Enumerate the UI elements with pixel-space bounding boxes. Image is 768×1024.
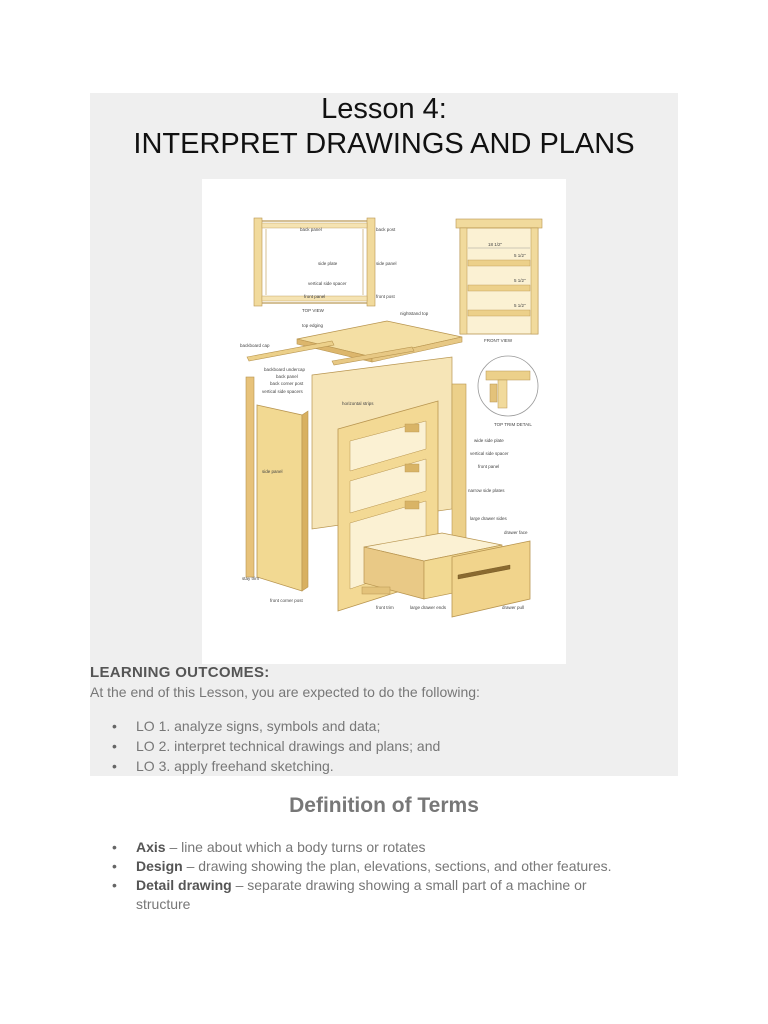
left-side-panel: [242, 377, 308, 603]
label-vertical-side-spacer: vertical side spacer: [470, 451, 509, 456]
learning-outcomes-list: [112, 716, 440, 776]
label-front-post-top: front post: [376, 294, 395, 299]
definition-text: – drawing showing the plan, elevations, sections, and other features.: [182, 858, 612, 874]
learning-outcomes-heading: LEARNING OUTCOMES:: [90, 664, 270, 681]
list-item: • LO 3. apply freehand sketching.: [112, 756, 440, 776]
label-dim-2: 5 1/2": [514, 278, 526, 283]
label-back-post: back post: [376, 227, 396, 232]
definition-item: [112, 838, 642, 857]
label-side-panel: side panel: [262, 469, 283, 474]
label-vertical-side-spacer-top: vertical side spacer: [308, 281, 347, 286]
label-horizontal-strips: horizontal strips: [342, 401, 374, 406]
label-large-drawer-ends: large drawer ends: [410, 605, 447, 610]
label-side-panel-top: side panel: [376, 261, 397, 266]
label-front-panel-top: front panel: [304, 294, 326, 299]
top-view: [254, 218, 397, 313]
label-backboard-cap: backboard cap: [240, 343, 270, 348]
label-large-drawer-sides: large drawer sides: [470, 516, 507, 521]
definitions-list: [112, 838, 642, 914]
label-front-view: FRONT VIEW: [484, 338, 513, 343]
definition-text: – separate drawing showing a small part of a machine or structure: [136, 877, 587, 912]
label-back-panel: back panel: [300, 227, 322, 232]
label-drawer-pull: drawer pull: [502, 605, 525, 610]
label-back-panel-mid: back panel: [276, 374, 298, 379]
label-stay-trim: stay trim: [242, 576, 260, 581]
definition-item: [112, 857, 642, 876]
list-item: • LO 1. analyze signs, symbols and data;: [112, 716, 440, 736]
label-top-edging: top edging: [302, 323, 324, 328]
lesson-number-title: Lesson 4:: [321, 93, 447, 125]
top-trim-detail: [478, 356, 538, 427]
label-top-trim-detail: TOP TRIM DETAIL: [494, 422, 532, 427]
label-wide-side-plate: wide side plate: [474, 438, 504, 443]
list-item: • LO 2. interpret technical drawings and plans; and: [112, 736, 440, 756]
nightstand-exploded-drawing: [202, 179, 566, 664]
label-front-panel: front panel: [478, 464, 500, 469]
nightstand-top-part: [240, 311, 462, 365]
label-drawer-face: drawer face: [504, 530, 528, 535]
label-backboard-undercap: backboard undercap: [264, 367, 306, 372]
learning-outcomes-intro: At the end of this Lesson, you are expected to do the following:: [90, 684, 480, 700]
definition-term: Axis: [136, 839, 166, 855]
label-side-plate: side plate: [318, 261, 338, 266]
label-top-view: TOP VIEW: [302, 308, 324, 313]
definition-item: [112, 876, 642, 914]
label-dim-1: 5 1/2": [514, 253, 526, 258]
label-narrow-side-plates: narrow side plates: [468, 488, 505, 493]
definition-term: Detail drawing: [136, 877, 232, 893]
label-front-corner-post: front corner post: [270, 598, 303, 603]
definition-term: Design: [136, 858, 183, 874]
lesson-title: INTERPRET DRAWINGS AND PLANS: [133, 128, 635, 160]
front-view: [456, 219, 542, 343]
drawing-svg: [202, 179, 566, 664]
definitions-heading: Definition of Terms: [289, 794, 479, 817]
label-dim-width: 18 1/2": [488, 242, 503, 247]
label-nightstand-top: nightstand top: [400, 311, 429, 316]
label-front-trim: front trim: [376, 605, 394, 610]
label-back-corner-post: back corner post: [270, 381, 304, 386]
label-dim-3: 5 1/2": [514, 303, 526, 308]
definition-text: – line about which a body turns or rotates: [165, 839, 426, 855]
label-vertical-side-spacers: vertical side spacers: [262, 389, 303, 394]
